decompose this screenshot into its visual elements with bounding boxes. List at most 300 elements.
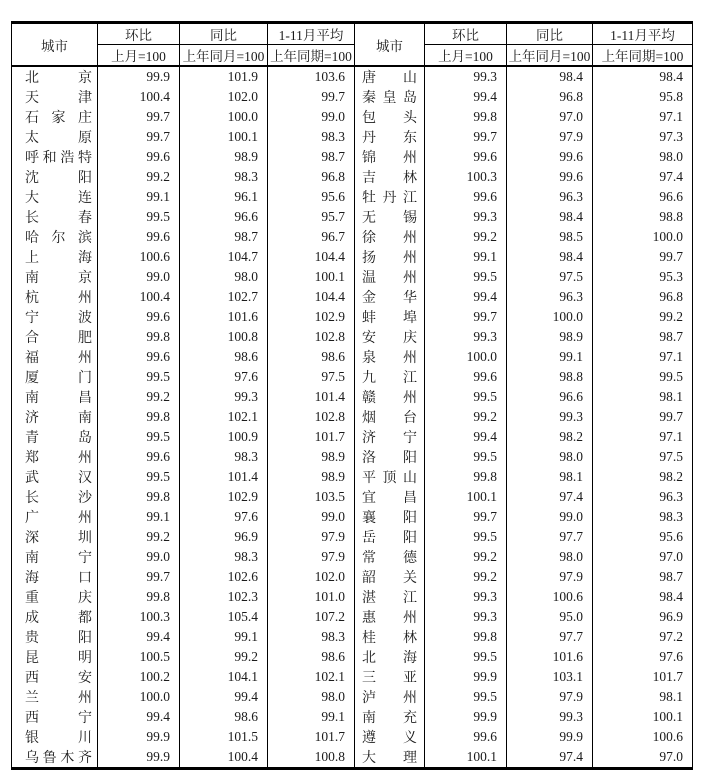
mom-value-right: 99.4 (425, 87, 507, 107)
yoy-value-left: 100.4 (180, 747, 268, 769)
table-row (12, 207, 693, 227)
mom-value-right: 99.5 (425, 387, 507, 407)
city-cell-left (12, 607, 98, 627)
yoy-value-right: 100.6 (507, 587, 593, 607)
yoy-value-right: 99.3 (507, 707, 593, 727)
yoy-value-right: 97.9 (507, 127, 593, 147)
mom-value-right: 99.5 (425, 647, 507, 667)
yoy-value-right: 98.2 (507, 427, 593, 447)
table-row (12, 647, 693, 667)
mom-value-left: 99.4 (98, 627, 180, 647)
yoy-value-left: 102.7 (180, 287, 268, 307)
yoy-value-left: 96.1 (180, 187, 268, 207)
mom-value-right: 99.6 (425, 727, 507, 747)
table-row (12, 87, 693, 107)
city-cell-left (12, 367, 98, 387)
mom-value-right: 99.6 (425, 147, 507, 167)
yoy-value-right: 97.9 (507, 687, 593, 707)
city-cell-left (12, 487, 98, 507)
table-row (12, 287, 693, 307)
city-cell-left (12, 407, 98, 427)
mom-value-left: 99.8 (98, 487, 180, 507)
yoy-value-right: 98.8 (507, 367, 593, 387)
mom-value-right: 99.3 (425, 327, 507, 347)
city-cell-left (12, 547, 98, 567)
avg-value-left: 97.9 (268, 527, 355, 547)
city-name: 遵 义 (362, 731, 417, 746)
city-name: 厦 门 (25, 371, 92, 386)
city-cell-left (12, 147, 98, 167)
city-name: 锦 州 (362, 151, 417, 166)
yoy-value-left: 99.2 (180, 647, 268, 667)
yoy-value-right: 96.8 (507, 87, 593, 107)
table-row (12, 507, 693, 527)
avg-value-left: 97.9 (268, 547, 355, 567)
yoy-value-right: 96.3 (507, 287, 593, 307)
city-cell-left (12, 327, 98, 347)
subheader-mom-left: 上月=100 (98, 45, 180, 67)
city-price-index-table (11, 21, 693, 770)
city-name: 韶 关 (362, 571, 417, 586)
yoy-value-right: 103.1 (507, 667, 593, 687)
mom-value-right: 99.6 (425, 187, 507, 207)
city-name: 呼 和 浩 特 (25, 151, 92, 166)
mom-value-left: 100.0 (98, 687, 180, 707)
avg-value-left: 96.8 (268, 167, 355, 187)
city-name: 石 家 庄 (25, 111, 92, 126)
yoy-value-left: 99.4 (180, 687, 268, 707)
avg-value-left: 99.0 (268, 507, 355, 527)
yoy-value-right: 98.9 (507, 327, 593, 347)
city-cell-left (12, 127, 98, 147)
city-name: 烟 台 (362, 411, 417, 426)
table-row (12, 247, 693, 267)
city-cell-right (355, 387, 425, 407)
avg-value-right: 97.4 (593, 167, 693, 187)
city-cell-left (12, 467, 98, 487)
city-name: 桂 林 (362, 631, 417, 646)
yoy-value-right: 97.5 (507, 267, 593, 287)
table-row (12, 407, 693, 427)
city-name: 泉 州 (362, 351, 417, 366)
mom-value-right: 99.5 (425, 527, 507, 547)
city-name: 宜 昌 (362, 491, 417, 506)
avg-value-right: 96.8 (593, 287, 693, 307)
yoy-value-left: 102.1 (180, 407, 268, 427)
avg-value-left: 104.4 (268, 287, 355, 307)
city-cell-left (12, 427, 98, 447)
city-cell-left (12, 747, 98, 769)
yoy-value-left: 101.6 (180, 307, 268, 327)
mom-value-left: 99.8 (98, 587, 180, 607)
city-name: 南 昌 (25, 391, 92, 406)
yoy-value-right: 98.4 (507, 247, 593, 267)
avg-value-left: 103.6 (268, 66, 355, 87)
mom-value-left: 99.9 (98, 747, 180, 769)
avg-value-right: 95.3 (593, 267, 693, 287)
yoy-value-left: 96.6 (180, 207, 268, 227)
city-cell-left (12, 707, 98, 727)
mom-value-left: 99.2 (98, 527, 180, 547)
mom-value-left: 99.5 (98, 427, 180, 447)
avg-value-right: 98.8 (593, 207, 693, 227)
city-name: 长 沙 (25, 491, 92, 506)
avg-value-left: 107.2 (268, 607, 355, 627)
city-cell-left (12, 587, 98, 607)
avg-value-right: 95.6 (593, 527, 693, 547)
city-cell-right (355, 747, 425, 769)
yoy-value-right: 100.0 (507, 307, 593, 327)
yoy-value-left: 99.1 (180, 627, 268, 647)
city-cell-right (355, 507, 425, 527)
city-name: 蚌 埠 (362, 311, 417, 326)
city-cell-left (12, 267, 98, 287)
mom-value-left: 99.5 (98, 467, 180, 487)
avg-value-right: 97.1 (593, 427, 693, 447)
avg-value-left: 101.7 (268, 427, 355, 447)
table-row (12, 567, 693, 587)
city-name: 南 京 (25, 271, 92, 286)
city-name: 郑 州 (25, 451, 92, 466)
subheader-avg-right: 上年同期=100 (593, 45, 693, 67)
city-cell-right (355, 467, 425, 487)
mom-value-left: 100.5 (98, 647, 180, 667)
yoy-value-right: 97.7 (507, 627, 593, 647)
yoy-value-right: 98.0 (507, 547, 593, 567)
mom-value-right: 99.4 (425, 427, 507, 447)
header-row-titles (12, 23, 693, 45)
mom-value-right: 99.1 (425, 247, 507, 267)
avg-value-right: 98.3 (593, 507, 693, 527)
avg-value-left: 98.7 (268, 147, 355, 167)
table-row (12, 607, 693, 627)
avg-value-right: 97.0 (593, 547, 693, 567)
avg-value-left: 101.7 (268, 727, 355, 747)
table-body (12, 66, 693, 769)
city-name: 吉 林 (362, 171, 417, 186)
mom-value-left: 99.8 (98, 327, 180, 347)
city-name: 湛 江 (362, 591, 417, 606)
city-cell-right (355, 727, 425, 747)
header-city-right: 城市 (355, 23, 425, 67)
city-name: 福 州 (25, 351, 92, 366)
avg-value-right: 98.4 (593, 587, 693, 607)
table-row (12, 147, 693, 167)
avg-value-left: 98.6 (268, 647, 355, 667)
table-row (12, 127, 693, 147)
subheader-avg-left: 上年同期=100 (268, 45, 355, 67)
city-name: 牡 丹 江 (362, 191, 417, 206)
yoy-value-right: 97.9 (507, 567, 593, 587)
avg-value-left: 98.9 (268, 467, 355, 487)
avg-value-left: 98.6 (268, 347, 355, 367)
yoy-value-right: 99.3 (507, 407, 593, 427)
avg-value-left: 101.4 (268, 387, 355, 407)
yoy-value-right: 99.6 (507, 147, 593, 167)
subheader-mom-right: 上月=100 (425, 45, 507, 67)
page (0, 21, 702, 766)
city-name: 三 亚 (362, 671, 417, 686)
header-avg-left: 1-11月平均 (268, 23, 355, 45)
avg-value-left: 99.7 (268, 87, 355, 107)
yoy-value-left: 98.9 (180, 147, 268, 167)
city-name: 扬 州 (362, 251, 417, 266)
city-cell-right (355, 247, 425, 267)
city-name: 武 汉 (25, 471, 92, 486)
city-name: 广 州 (25, 511, 92, 526)
avg-value-left: 102.8 (268, 407, 355, 427)
city-name: 上 海 (25, 251, 92, 266)
city-cell-left (12, 567, 98, 587)
table-row (12, 367, 693, 387)
yoy-value-right: 99.6 (507, 167, 593, 187)
mom-value-left: 99.6 (98, 227, 180, 247)
header-mom-right: 环比 (425, 23, 507, 45)
avg-value-left: 99.1 (268, 707, 355, 727)
avg-value-right: 96.6 (593, 187, 693, 207)
city-name: 合 肥 (25, 331, 92, 346)
mom-value-left: 99.9 (98, 66, 180, 87)
avg-value-left: 101.0 (268, 587, 355, 607)
yoy-value-right: 98.1 (507, 467, 593, 487)
header-yoy-right: 同比 (507, 23, 593, 45)
city-cell-left (12, 667, 98, 687)
header-row-bases (12, 45, 693, 67)
avg-value-left: 102.0 (268, 567, 355, 587)
mom-value-right: 99.7 (425, 507, 507, 527)
city-name: 包 头 (362, 111, 417, 126)
yoy-value-left: 98.6 (180, 347, 268, 367)
city-name: 西 安 (25, 671, 92, 686)
yoy-value-left: 105.4 (180, 607, 268, 627)
mom-value-left: 99.4 (98, 707, 180, 727)
city-cell-left (12, 387, 98, 407)
city-cell-right (355, 167, 425, 187)
city-name: 九 江 (362, 371, 417, 386)
city-name: 长 春 (25, 211, 92, 226)
city-cell-left (12, 507, 98, 527)
city-cell-right (355, 127, 425, 147)
yoy-value-left: 98.0 (180, 267, 268, 287)
city-name: 大 连 (25, 191, 92, 206)
mom-value-left: 99.6 (98, 347, 180, 367)
yoy-value-right: 95.0 (507, 607, 593, 627)
avg-value-left: 95.6 (268, 187, 355, 207)
city-cell-right (355, 607, 425, 627)
table-row (12, 327, 693, 347)
city-cell-right (355, 307, 425, 327)
mom-value-left: 99.7 (98, 127, 180, 147)
yoy-value-right: 96.3 (507, 187, 593, 207)
yoy-value-left: 101.5 (180, 727, 268, 747)
city-cell-right (355, 66, 425, 87)
city-cell-right (355, 447, 425, 467)
avg-value-left: 98.3 (268, 627, 355, 647)
table-row (12, 66, 693, 87)
city-name: 重 庆 (25, 591, 92, 606)
table-row (12, 267, 693, 287)
avg-value-left: 98.3 (268, 127, 355, 147)
avg-value-left: 99.0 (268, 107, 355, 127)
avg-value-left: 102.8 (268, 327, 355, 347)
city-name: 惠 州 (362, 611, 417, 626)
city-name: 南 充 (362, 711, 417, 726)
city-cell-right (355, 87, 425, 107)
mom-value-left: 100.6 (98, 247, 180, 267)
city-name: 北 京 (25, 71, 92, 86)
city-cell-right (355, 147, 425, 167)
yoy-value-right: 98.0 (507, 447, 593, 467)
city-name: 海 口 (25, 571, 92, 586)
avg-value-left: 95.7 (268, 207, 355, 227)
avg-value-right: 99.7 (593, 247, 693, 267)
yoy-value-right: 97.0 (507, 107, 593, 127)
avg-value-right: 97.1 (593, 347, 693, 367)
table-row (12, 227, 693, 247)
yoy-value-left: 100.1 (180, 127, 268, 147)
city-name: 唐 山 (362, 71, 417, 86)
mom-value-left: 99.6 (98, 307, 180, 327)
city-cell-left (12, 347, 98, 367)
mom-value-right: 99.3 (425, 66, 507, 87)
city-cell-right (355, 487, 425, 507)
city-name: 安 庆 (362, 331, 417, 346)
mom-value-right: 99.5 (425, 267, 507, 287)
header-avg-right: 1-11月平均 (593, 23, 693, 45)
mom-value-right: 99.3 (425, 207, 507, 227)
table-row (12, 467, 693, 487)
avg-value-left: 98.9 (268, 447, 355, 467)
yoy-value-left: 98.3 (180, 447, 268, 467)
yoy-value-left: 102.6 (180, 567, 268, 587)
avg-value-left: 102.1 (268, 667, 355, 687)
city-cell-right (355, 407, 425, 427)
city-cell-right (355, 647, 425, 667)
table-row (12, 107, 693, 127)
avg-value-right: 98.2 (593, 467, 693, 487)
mom-value-right: 100.1 (425, 487, 507, 507)
city-name: 宁 波 (25, 311, 92, 326)
city-cell-right (355, 287, 425, 307)
yoy-value-right: 98.4 (507, 66, 593, 87)
city-name: 贵 阳 (25, 631, 92, 646)
city-name: 泸 州 (362, 691, 417, 706)
city-cell-right (355, 207, 425, 227)
yoy-value-left: 102.3 (180, 587, 268, 607)
avg-value-right: 97.0 (593, 747, 693, 769)
yoy-value-left: 101.4 (180, 467, 268, 487)
mom-value-left: 99.1 (98, 507, 180, 527)
avg-value-right: 100.1 (593, 707, 693, 727)
mom-value-right: 99.8 (425, 627, 507, 647)
city-cell-right (355, 667, 425, 687)
yoy-value-left: 104.1 (180, 667, 268, 687)
city-name: 无 锡 (362, 211, 417, 226)
mom-value-right: 99.2 (425, 227, 507, 247)
mom-value-right: 99.8 (425, 467, 507, 487)
city-name: 昆 明 (25, 651, 92, 666)
mom-value-right: 99.5 (425, 687, 507, 707)
yoy-value-left: 98.3 (180, 167, 268, 187)
city-cell-right (355, 347, 425, 367)
subheader-yoy-right: 上年同月=100 (507, 45, 593, 67)
mom-value-left: 99.8 (98, 407, 180, 427)
city-cell-left (12, 207, 98, 227)
mom-value-right: 100.3 (425, 167, 507, 187)
yoy-value-left: 101.9 (180, 66, 268, 87)
avg-value-right: 97.6 (593, 647, 693, 667)
city-name: 济 宁 (362, 431, 417, 446)
mom-value-right: 99.2 (425, 407, 507, 427)
avg-value-right: 99.7 (593, 407, 693, 427)
mom-value-right: 99.7 (425, 127, 507, 147)
yoy-value-right: 97.4 (507, 747, 593, 769)
city-cell-right (355, 327, 425, 347)
yoy-value-right: 98.4 (507, 207, 593, 227)
city-name: 南 宁 (25, 551, 92, 566)
avg-value-right: 96.3 (593, 487, 693, 507)
city-name: 北 海 (362, 651, 417, 666)
city-name: 乌 鲁 木 齐 (25, 751, 92, 766)
city-cell-right (355, 567, 425, 587)
city-cell-right (355, 267, 425, 287)
header-yoy-left: 同比 (180, 23, 268, 45)
avg-value-right: 98.0 (593, 147, 693, 167)
city-cell-right (355, 227, 425, 247)
mom-value-right: 99.2 (425, 567, 507, 587)
yoy-value-left: 100.0 (180, 107, 268, 127)
avg-value-right: 100.0 (593, 227, 693, 247)
city-name: 沈 阳 (25, 171, 92, 186)
yoy-value-left: 97.6 (180, 507, 268, 527)
table-row (12, 527, 693, 547)
city-name: 大 理 (362, 751, 417, 766)
city-name: 岳 阳 (362, 531, 417, 546)
mom-value-left: 99.5 (98, 367, 180, 387)
city-cell-right (355, 527, 425, 547)
avg-value-right: 99.5 (593, 367, 693, 387)
avg-value-left: 104.4 (268, 247, 355, 267)
yoy-value-right: 97.4 (507, 487, 593, 507)
city-name: 成 都 (25, 611, 92, 626)
table-row (12, 187, 693, 207)
avg-value-left: 100.8 (268, 747, 355, 769)
mom-value-left: 100.2 (98, 667, 180, 687)
mom-value-left: 99.7 (98, 567, 180, 587)
mom-value-right: 99.2 (425, 547, 507, 567)
avg-value-left: 98.0 (268, 687, 355, 707)
avg-value-left: 96.7 (268, 227, 355, 247)
avg-value-right: 98.1 (593, 387, 693, 407)
city-cell-right (355, 627, 425, 647)
mom-value-left: 99.7 (98, 107, 180, 127)
mom-value-left: 99.2 (98, 387, 180, 407)
city-cell-right (355, 427, 425, 447)
city-cell-right (355, 587, 425, 607)
yoy-value-right: 101.6 (507, 647, 593, 667)
avg-value-right: 100.6 (593, 727, 693, 747)
yoy-value-left: 99.3 (180, 387, 268, 407)
city-name: 哈 尔 滨 (25, 231, 92, 246)
mom-value-right: 99.3 (425, 607, 507, 627)
mom-value-left: 99.6 (98, 447, 180, 467)
city-name: 常 德 (362, 551, 417, 566)
city-cell-left (12, 167, 98, 187)
mom-value-left: 99.5 (98, 207, 180, 227)
city-name: 银 川 (25, 731, 92, 746)
mom-value-right: 99.8 (425, 107, 507, 127)
table-row (12, 587, 693, 607)
